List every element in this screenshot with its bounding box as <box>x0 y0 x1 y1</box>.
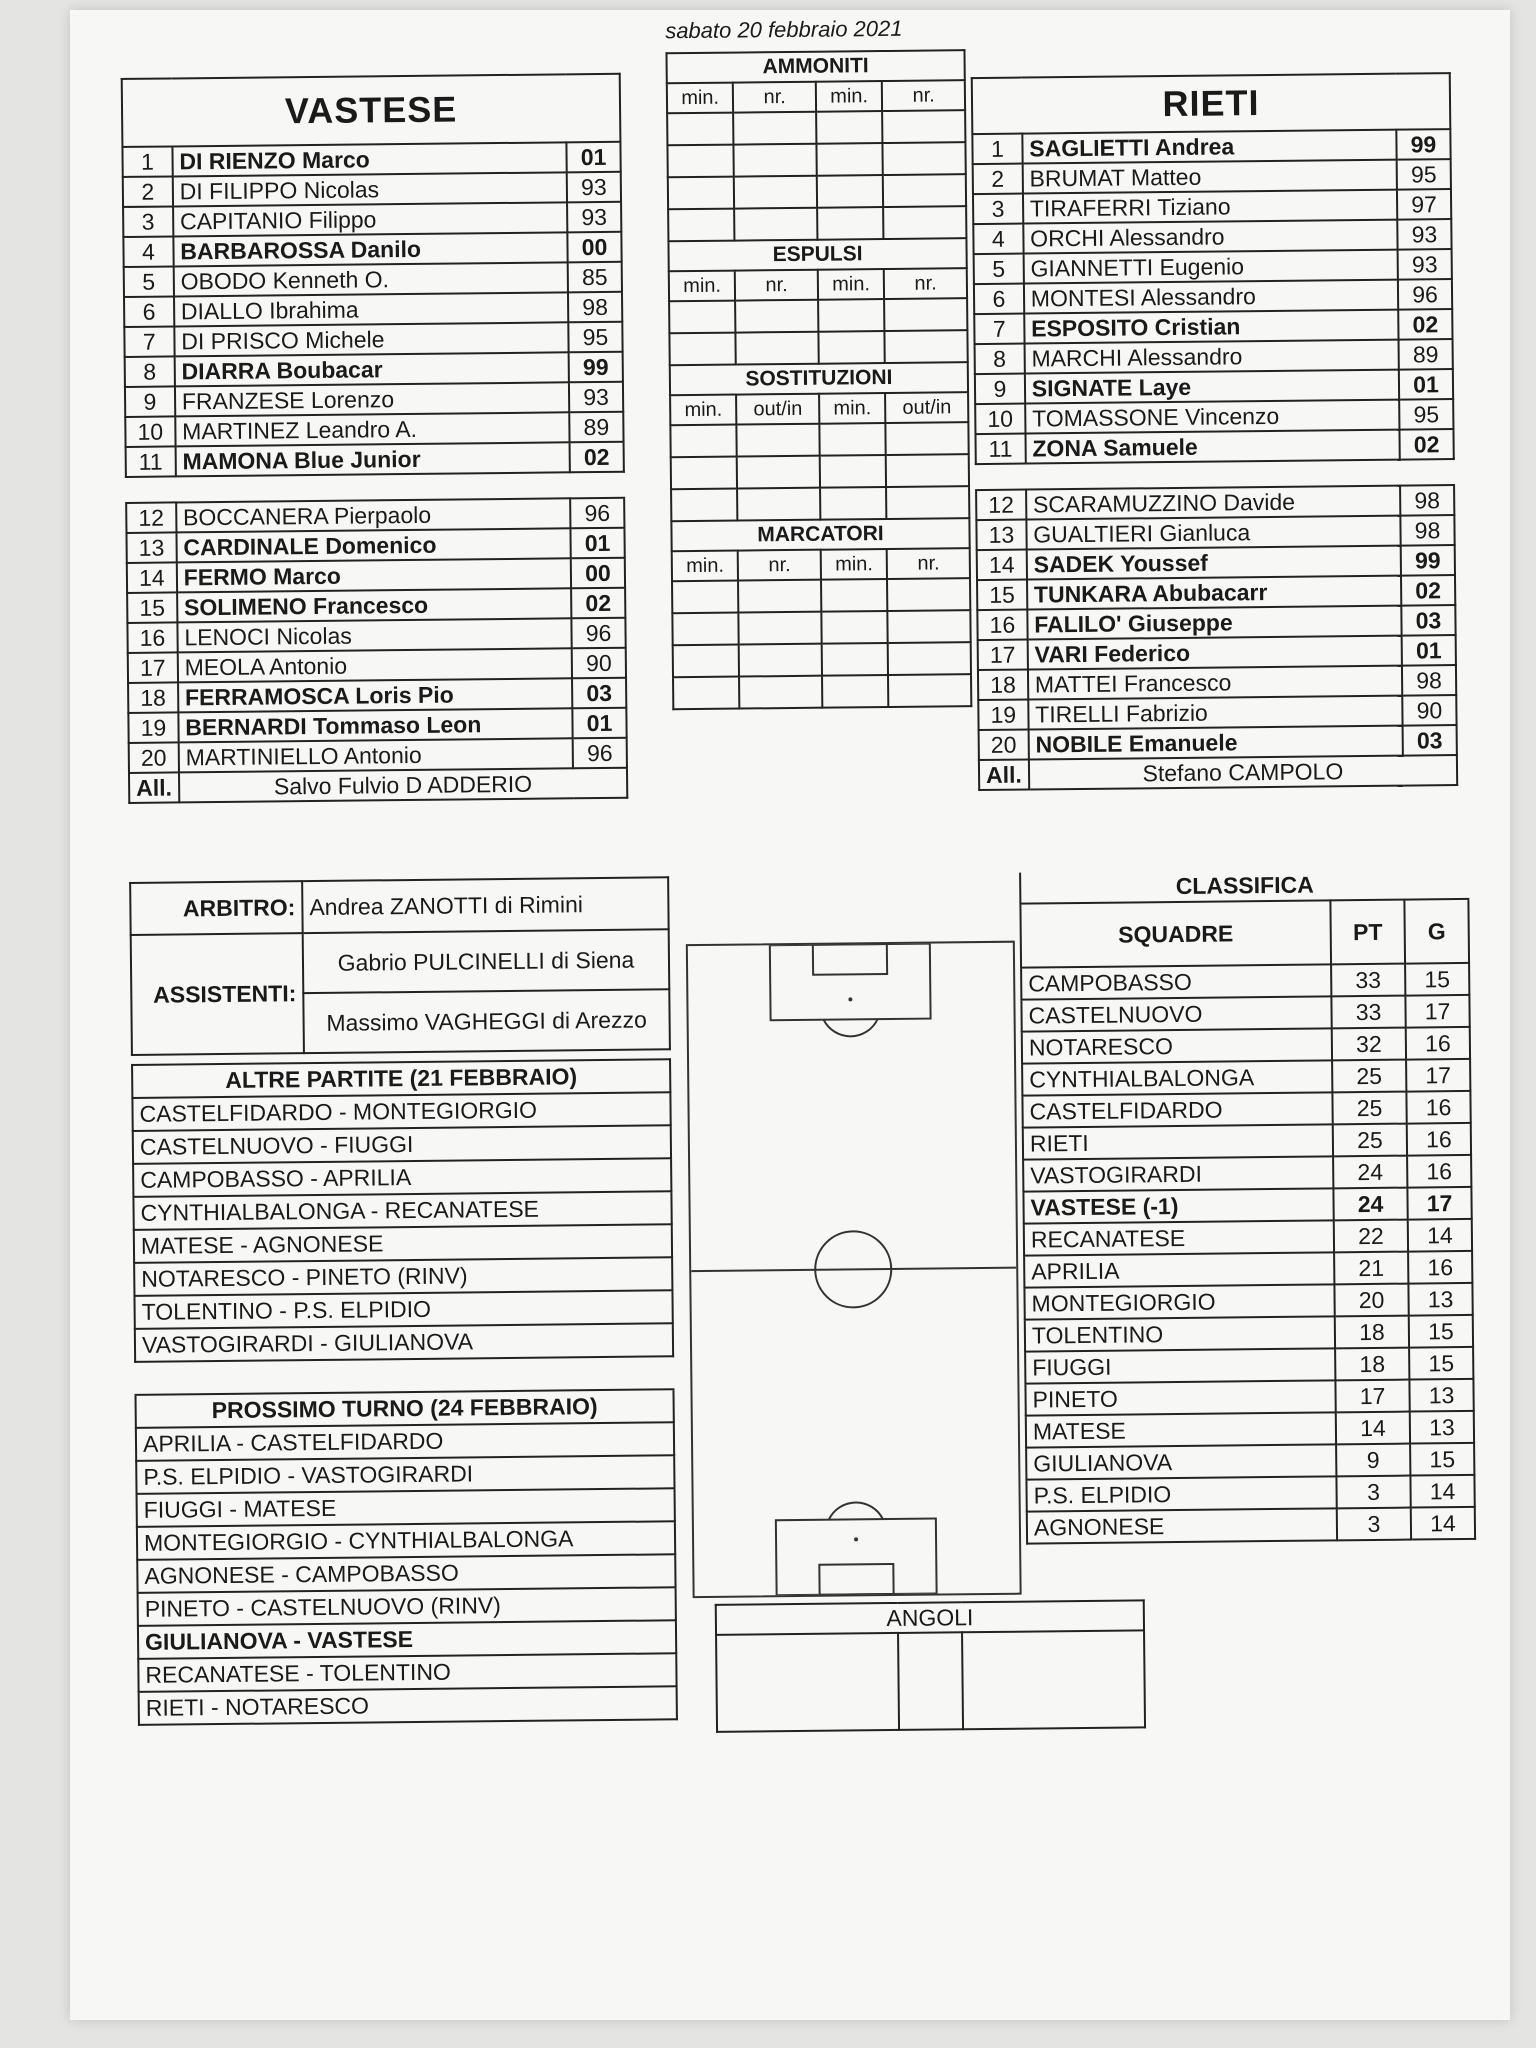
player-name: LENOCI Nicolas <box>177 618 572 652</box>
player-number: 16 <box>977 610 1027 641</box>
match-text: CASTELNUOVO - FIUGGI <box>133 1125 671 1164</box>
player-birth-year: 99 <box>569 352 623 383</box>
match-row <box>133 1158 671 1197</box>
standings-team: CAMPOBASSO <box>1021 964 1331 999</box>
standings-row <box>1025 1315 1473 1352</box>
player-name: BOCCANERA Pierpaolo <box>176 498 571 532</box>
altre-partite-list <box>132 1092 673 1362</box>
standings-team: RECANATESE <box>1024 1220 1334 1255</box>
standings-points: 14 <box>1336 1412 1410 1445</box>
standings-games: 17 <box>1406 1059 1470 1092</box>
officials-panel <box>129 876 671 1056</box>
standings-games: 14 <box>1411 1507 1475 1540</box>
standings-games: 16 <box>1408 1251 1472 1284</box>
match-text: MONTEGIORGIO - CYNTHIALBALONGA <box>137 1521 675 1560</box>
match-text: NOTARESCO - PINETO (RINV) <box>134 1257 672 1296</box>
player-number: 13 <box>126 532 176 563</box>
standings-row <box>1023 1187 1471 1224</box>
angoli-title: ANGOLI <box>716 1600 1144 1634</box>
player-name: ORCHI Alessandro <box>1023 220 1398 254</box>
player-number: 2 <box>123 176 173 207</box>
standings-games: 15 <box>1410 1443 1474 1476</box>
standings-points: 22 <box>1334 1220 1408 1253</box>
match-row <box>136 1455 674 1494</box>
player-number: 12 <box>126 502 176 533</box>
player-name: OBODO Kenneth O. <box>173 262 568 296</box>
standings-row <box>1025 1347 1473 1384</box>
player-number: 9 <box>975 374 1025 405</box>
player-name: SOLIMENO Francesco <box>177 588 572 622</box>
match-text: P.S. ELPIDIO - VASTOGIRARDI <box>136 1455 674 1494</box>
player-name: TIRAFERRI Tiziano <box>1023 190 1398 224</box>
standings-row <box>1023 1155 1471 1192</box>
standings-points: 25 <box>1332 1092 1406 1125</box>
standings-row <box>1026 1443 1474 1480</box>
player-birth-year: 96 <box>1398 279 1452 310</box>
match-row <box>138 1587 676 1626</box>
match-row <box>134 1290 672 1329</box>
player-birth-year: 01 <box>1402 635 1456 666</box>
standings-points: 21 <box>1334 1252 1408 1285</box>
standings-team: VASTESE (-1) <box>1023 1188 1333 1223</box>
home-coach: Salvo Fulvio D ADDERIO <box>179 768 628 803</box>
match-row <box>134 1257 672 1296</box>
player-name: BARBAROSSA Danilo <box>173 232 568 266</box>
standings-team: CYNTHIALBALONGA <box>1022 1060 1332 1095</box>
espulsi-title: ESPULSI <box>668 238 966 271</box>
player-name: DIARRA Boubacar <box>174 352 569 386</box>
player-number: 7 <box>124 326 174 357</box>
standings-games: 16 <box>1407 1123 1471 1156</box>
standings-games: 16 <box>1406 1027 1470 1060</box>
standings-team: P.S. ELPIDIO <box>1026 1476 1336 1511</box>
player-name: FERRAMOSCA Loris Pio <box>178 678 573 712</box>
player-number: 11 <box>975 434 1025 465</box>
match-sheet <box>120 0 1519 1790</box>
player-birth-year: 02 <box>1398 309 1452 340</box>
player-birth-year: 03 <box>1401 605 1455 636</box>
col-pt: PT <box>1330 900 1405 965</box>
standings-points: 33 <box>1331 964 1405 997</box>
player-birth-year: 97 <box>1397 189 1451 220</box>
standings-team: CASTELNUOVO <box>1021 996 1331 1031</box>
player-number: 17 <box>978 640 1028 671</box>
player-number: 9 <box>125 386 175 417</box>
match-row <box>139 1686 677 1725</box>
player-row <box>973 159 1451 194</box>
player-number: 5 <box>974 254 1024 285</box>
altre-partite-title: ALTRE PARTITE (21 FEBBRAIO) <box>132 1059 670 1098</box>
player-number: 15 <box>977 580 1027 611</box>
standings-row <box>1025 1379 1473 1416</box>
standings-points: 3 <box>1337 1508 1411 1541</box>
match-text: CAMPOBASSO - APRILIA <box>133 1158 671 1197</box>
marcatori-nr-2: nr. <box>887 548 970 579</box>
player-birth-year: 93 <box>569 382 623 413</box>
classifica-rows <box>1021 963 1475 1544</box>
match-text: TOLENTINO - P.S. ELPIDIO <box>134 1290 672 1329</box>
standings-team: PINETO <box>1025 1380 1335 1415</box>
standings-games: 13 <box>1408 1283 1472 1316</box>
standings-points: 33 <box>1331 996 1405 1029</box>
match-text: RIETI - NOTARESCO <box>139 1686 677 1725</box>
player-number: 3 <box>123 206 173 237</box>
player-name: DI FILIPPO Nicolas <box>173 172 568 206</box>
match-row <box>138 1653 676 1692</box>
standings-row <box>1021 995 1469 1032</box>
standings-team: FIUGGI <box>1025 1348 1335 1383</box>
sost-min-2: min. <box>819 393 886 424</box>
standings-team: APRILIA <box>1024 1252 1334 1287</box>
standings-games: 16 <box>1407 1155 1471 1188</box>
player-birth-year: 95 <box>1397 159 1451 190</box>
marcatori-min-2: min. <box>821 549 888 580</box>
player-name: ESPOSITO Cristian <box>1024 310 1399 344</box>
standings-row <box>1023 1123 1471 1160</box>
match-text: GIULIANOVA - VASTESE <box>138 1620 676 1659</box>
home-subs <box>126 498 627 773</box>
standings-games: 15 <box>1409 1347 1473 1380</box>
col-g: G <box>1404 899 1469 964</box>
standings-row <box>1027 1507 1475 1544</box>
player-name: MEOLA Antonio <box>178 648 573 682</box>
player-birth-year: 93 <box>1397 219 1451 250</box>
match-text: FIUGGI - MATESE <box>137 1488 675 1527</box>
player-number: 1 <box>972 134 1022 165</box>
standings-row <box>1024 1251 1472 1288</box>
player-number: 3 <box>973 194 1023 225</box>
player-number: 19 <box>128 712 178 743</box>
pitch-svg <box>688 943 1020 1596</box>
player-name: NOBILE Emanuele <box>1028 726 1403 760</box>
player-birth-year: 89 <box>569 412 623 443</box>
match-date: sabato 20 febbraio 2021 <box>665 15 903 44</box>
standings-team: MONTEGIORGIO <box>1024 1284 1334 1319</box>
match-row <box>137 1554 675 1593</box>
player-name: MAMONA Blue Junior <box>175 442 570 476</box>
espulsi-nr-2: nr. <box>884 268 967 299</box>
standings-team: RIETI <box>1023 1124 1333 1159</box>
player-number: 18 <box>978 670 1028 701</box>
player-birth-year: 01 <box>566 142 620 173</box>
player-birth-year: 96 <box>570 498 624 529</box>
player-name: MARCHI Alessandro <box>1024 340 1399 374</box>
match-row <box>135 1323 673 1362</box>
player-name: TOMASSONE Vincenzo <box>1025 400 1400 434</box>
player-birth-year: 98 <box>1400 485 1454 516</box>
player-birth-year: 99 <box>1401 545 1455 576</box>
standings-games: 14 <box>1410 1475 1474 1508</box>
matches-panel <box>131 1058 678 1726</box>
standings-points: 9 <box>1336 1444 1410 1477</box>
standings-games: 14 <box>1408 1219 1472 1252</box>
standings-row <box>1022 1091 1470 1128</box>
away-coach: Stefano CAMPOLO <box>1029 755 1458 789</box>
standings-games: 17 <box>1407 1187 1471 1220</box>
assistente-2: Massimo VAGHEGGI di Arezzo <box>303 989 670 1053</box>
assistenti-label: ASSISTENTI: <box>131 933 304 1055</box>
classifica-title: CLASSIFICA <box>1020 868 1468 904</box>
player-name: BRUMAT Matteo <box>1022 160 1397 194</box>
player-birth-year: 98 <box>1400 515 1454 546</box>
player-birth-year: 93 <box>567 202 621 233</box>
standings-team: NOTARESCO <box>1022 1028 1332 1063</box>
prossimo-turno-title: PROSSIMO TURNO (24 FEBBRAIO) <box>136 1389 674 1428</box>
away-team-name: RIETI <box>972 73 1451 134</box>
player-name: SAGLIETTI Andrea <box>1022 130 1397 164</box>
standings-points: 18 <box>1335 1316 1409 1349</box>
angoli-box <box>715 1599 1146 1732</box>
standings-row <box>1022 1027 1470 1064</box>
player-number: 4 <box>123 236 173 267</box>
standings-points: 24 <box>1333 1156 1407 1189</box>
player-birth-year: 02 <box>1401 575 1455 606</box>
standings-team: TOLENTINO <box>1025 1316 1335 1351</box>
player-number: 1 <box>122 146 172 177</box>
standings-row <box>1022 1059 1470 1096</box>
sost-outin-1: out/in <box>736 394 819 425</box>
match-row <box>133 1125 671 1164</box>
player-birth-year: 03 <box>572 678 626 709</box>
match-text: MATESE - AGNONESE <box>134 1224 672 1263</box>
player-name: SADEK Youssef <box>1026 546 1401 580</box>
player-name: DIALLO Ibrahima <box>174 292 569 326</box>
match-text: APRILIA - CASTELFIDARDO <box>136 1422 674 1461</box>
player-number: 15 <box>127 592 177 623</box>
player-number: 4 <box>973 224 1023 255</box>
player-name: DI RIENZO Marco <box>172 142 567 176</box>
player-name: GIANNETTI Eugenio <box>1023 250 1398 284</box>
player-name: GUALTIERI Gianluca <box>1026 516 1401 550</box>
standings-row <box>1026 1475 1474 1512</box>
pitch-diagram <box>686 941 1022 1598</box>
player-number: 12 <box>976 490 1026 521</box>
sostituzioni-title: SOSTITUZIONI <box>670 362 968 395</box>
player-birth-year: 98 <box>568 292 622 323</box>
standings-row <box>1024 1283 1472 1320</box>
classifica-panel <box>1019 868 1476 1545</box>
player-birth-year: 90 <box>572 648 626 679</box>
player-birth-year: 98 <box>1402 665 1456 696</box>
player-name: MARTINIELLO Antonio <box>178 738 573 772</box>
ammoniti-min-2: min. <box>816 81 883 112</box>
espulsi-min-1: min. <box>669 271 736 302</box>
away-subs <box>976 485 1457 760</box>
player-birth-year: 96 <box>571 618 625 649</box>
player-birth-year: 99 <box>1396 129 1450 160</box>
prossimo-turno-list <box>136 1422 677 1725</box>
player-name: DI PRISCO Michele <box>174 322 569 356</box>
standings-points: 17 <box>1335 1380 1409 1413</box>
player-number: 8 <box>975 344 1025 375</box>
match-text: AGNONESE - CAMPOBASSO <box>137 1554 675 1593</box>
player-number: 7 <box>974 314 1024 345</box>
player-birth-year: 90 <box>1402 695 1456 726</box>
player-birth-year: 01 <box>570 528 624 559</box>
player-number: 20 <box>129 742 179 773</box>
standings-games: 16 <box>1406 1091 1470 1124</box>
player-birth-year: 01 <box>1399 369 1453 400</box>
player-birth-year: 89 <box>1399 339 1453 370</box>
match-text: CASTELFIDARDO - MONTEGIORGIO <box>132 1092 670 1131</box>
standings-points: 25 <box>1332 1060 1406 1093</box>
match-text: PINETO - CASTELNUOVO (RINV) <box>138 1587 676 1626</box>
standings-row <box>1026 1411 1474 1448</box>
standings-points: 32 <box>1332 1028 1406 1061</box>
player-number: 14 <box>977 550 1027 581</box>
espulsi-nr-1: nr. <box>735 270 818 301</box>
ammoniti-nr-2: nr. <box>882 80 965 111</box>
player-birth-year: 01 <box>572 708 626 739</box>
assistente-1: Gabrio PULCINELLI di Siena <box>303 929 670 993</box>
player-birth-year: 02 <box>570 442 624 473</box>
match-text: RECANATESE - TOLENTINO <box>138 1653 676 1692</box>
player-number: 18 <box>128 682 178 713</box>
match-text: CYNTHIALBALONGA - RECANATESE <box>133 1191 671 1230</box>
match-row <box>132 1092 670 1131</box>
marcatori-title: MARCATORI <box>671 518 969 551</box>
player-number: 6 <box>124 296 174 327</box>
player-name: SIGNATE Laye <box>1025 370 1400 404</box>
player-name: MARTINEZ Leandro A. <box>175 412 570 446</box>
player-number: 11 <box>126 446 176 477</box>
home-team-name: VASTESE <box>122 74 621 147</box>
standings-games: 17 <box>1405 995 1469 1028</box>
player-name: CAPITANIO Filippo <box>173 202 568 236</box>
ammoniti-table <box>665 49 972 710</box>
standings-team: AGNONESE <box>1027 1508 1337 1543</box>
ammoniti-nr-1: nr. <box>733 82 816 113</box>
player-name: ZONA Samuele <box>1025 430 1400 464</box>
player-birth-year: 85 <box>568 262 622 293</box>
ammoniti-min-1: min. <box>667 83 734 114</box>
player-name: BERNARDI Tommaso Leon <box>178 708 573 742</box>
standings-games: 13 <box>1409 1379 1473 1412</box>
player-number: 5 <box>124 266 174 297</box>
middle-column <box>665 49 972 710</box>
standings-points: 3 <box>1336 1476 1410 1509</box>
marcatori-nr-1: nr. <box>738 550 821 581</box>
player-name: MONTESI Alessandro <box>1024 280 1399 314</box>
player-number: 17 <box>128 652 178 683</box>
player-name: CARDINALE Domenico <box>176 528 571 562</box>
player-name: TUNKARA Abubacarr <box>1027 576 1402 610</box>
player-birth-year: 00 <box>571 558 625 589</box>
player-name: FALILO' Giuseppe <box>1027 606 1402 640</box>
marcatori-min-1: min. <box>672 551 739 582</box>
player-number: 6 <box>974 284 1024 315</box>
arbitro-name: Andrea ZANOTTI di Rimini <box>302 877 669 933</box>
player-name: VARI Federico <box>1027 636 1402 670</box>
player-number: 20 <box>979 730 1029 761</box>
standings-row <box>1024 1219 1472 1256</box>
away-players <box>972 129 1453 464</box>
player-name: FRANZESE Lorenzo <box>175 382 570 416</box>
player-birth-year: 02 <box>1399 429 1453 460</box>
player-birth-year: 95 <box>568 322 622 353</box>
player-birth-year: 02 <box>571 588 625 619</box>
match-row <box>136 1422 674 1461</box>
player-number: 14 <box>127 562 177 593</box>
standings-points: 20 <box>1334 1284 1408 1317</box>
paper-sheet <box>70 10 1510 2020</box>
sost-outin-2: out/in <box>885 392 968 423</box>
player-name: SCARAMUZZINO Davide <box>1026 486 1401 520</box>
standings-games: 15 <box>1409 1315 1473 1348</box>
player-number: 10 <box>975 404 1025 435</box>
player-birth-year: 00 <box>567 232 621 263</box>
player-row <box>979 725 1457 760</box>
home-players <box>122 142 623 477</box>
player-number: 2 <box>973 164 1023 195</box>
player-birth-year: 93 <box>1398 249 1452 280</box>
standings-team: GIULIANOVA <box>1026 1444 1336 1479</box>
player-birth-year: 95 <box>1399 399 1453 430</box>
player-number: 16 <box>127 622 177 653</box>
player-number: 19 <box>978 700 1028 731</box>
standings-team: CASTELFIDARDO <box>1022 1092 1332 1127</box>
player-name: FERMO Marco <box>177 558 572 592</box>
player-birth-year: 93 <box>567 172 621 203</box>
home-coach-label: All. <box>129 772 179 803</box>
espulsi-min-2: min. <box>818 269 885 300</box>
ammoniti-title: AMMONITI <box>666 50 964 83</box>
standings-row <box>1021 963 1469 1000</box>
standings-games: 13 <box>1410 1411 1474 1444</box>
match-row <box>138 1620 676 1659</box>
player-number: 10 <box>125 416 175 447</box>
sost-min-1: min. <box>670 395 737 426</box>
match-text: VASTOGIRARDI - GIULIANOVA <box>135 1323 673 1362</box>
away-coach-label: All. <box>979 760 1029 791</box>
player-name: MATTEI Francesco <box>1028 666 1403 700</box>
arbitro-label: ARBITRO: <box>130 881 303 935</box>
standings-games: 15 <box>1405 963 1469 996</box>
standings-points: 24 <box>1333 1188 1407 1221</box>
home-team-panel <box>121 73 629 804</box>
player-birth-year: 96 <box>573 738 627 769</box>
standings-points: 18 <box>1335 1348 1409 1381</box>
standings-team: MATESE <box>1026 1412 1336 1447</box>
away-team-panel <box>971 72 1458 791</box>
player-number: 8 <box>125 356 175 387</box>
standings-team: VASTOGIRARDI <box>1023 1156 1333 1191</box>
player-name: TIRELLI Fabrizio <box>1028 696 1403 730</box>
player-number: 13 <box>976 520 1026 551</box>
col-squadre: SQUADRE <box>1020 900 1331 967</box>
standings-points: 25 <box>1333 1124 1407 1157</box>
player-birth-year: 03 <box>1403 725 1457 756</box>
